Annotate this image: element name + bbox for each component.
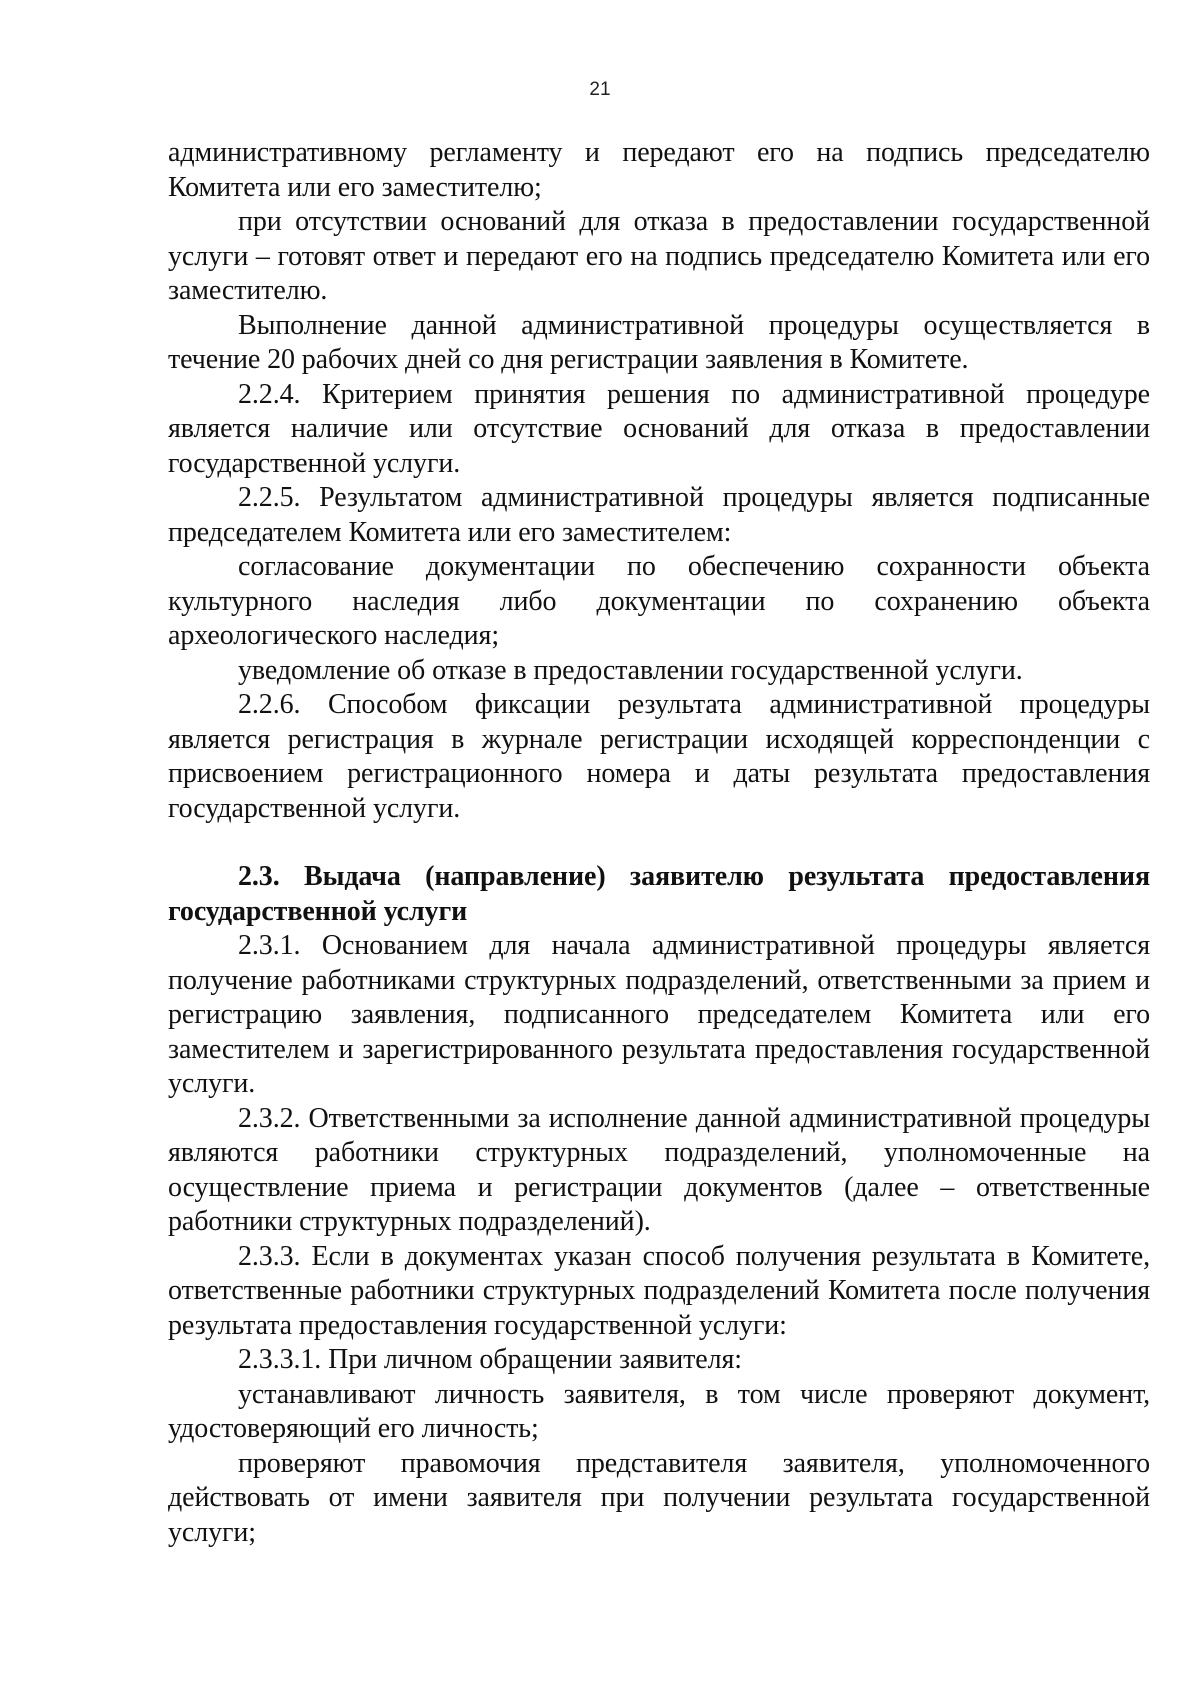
paragraph-2-3-3-1: 2.3.3.1. При личном обращении заявителя:: [238, 1344, 742, 1375]
document-body: [168, 136, 1150, 1550]
page-number: 21: [589, 79, 611, 100]
paragraph-2-2-5: 2.2.5. Результатом административной процедуры является подписанные председателем Комитета или его заместителем:: [168, 482, 1150, 548]
paragraph-2-3-3: 2.3.3. Если в документах указан способ получения результата в Комитете, ответственные работники структурных подразделений Комитета после получения результата предоставления государственной услуги:: [168, 1240, 1150, 1341]
paragraph-approval: согласование документации по обеспечению сохранности объекта культурного наследия либо документации по сохранению объекта археологического наследия;: [168, 551, 1150, 651]
paragraph-2-2-6: 2.2.6. Способом фиксации результата административной процедуры является регистрация в журнале регистрации исходящей корреспонденции с присвоением регистрационного номера и даты результата предоставления государственной услуги.: [168, 689, 1150, 824]
paragraph-identity-check: устанавливают личность заявителя, в том числе проверяют документ, удостоверяющий его личность;: [168, 1378, 1150, 1444]
section-heading-2-3: 2.3. Выдача (направление) заявителю результата предоставления государственной услуги: [168, 861, 1150, 927]
paragraph-representative-check: проверяют правомочия представителя заявителя, уполномоченного действовать от имени заявителя при получении результата государственной услуги;: [168, 1447, 1150, 1548]
paragraph-2-3-1: 2.3.1. Основанием для начала административной процедуры является получение работниками структурных подразделений, ответственными за прием и регистрацию заявления, подписанного председателем Комитета или его заместителем и зарегистрированного результата предоставления государственной услуги.: [168, 930, 1150, 1099]
paragraph-continuation: административному регламенту и передают его на подпись председателю Комитета или его заместителю;: [168, 137, 1150, 203]
paragraph-refusal-notice: уведомление об отказе в предоставлении государственной услуги.: [238, 654, 1023, 686]
paragraph-2-2-4: 2.2.4. Критерием принятия решения по административной процедуре является наличие или отсутствие оснований для отказа в предоставлении государственной услуги.: [168, 378, 1150, 479]
paragraph-2-3-2: 2.3.2. Ответственными за исполнение данной административной процедуры являются работники структурных подразделений, уполномоченные на осуществление приема и регистрации документов (далее – ответственные работники структурных подразделений).: [168, 1102, 1150, 1237]
paragraph-deadline: Выполнение данной административной процедуры осуществляется в течение 20 рабочих дней со дня регистрации заявления в Комитете.: [168, 309, 1150, 375]
paragraph-no-grounds: при отсутствии оснований для отказа в предоставлении государственной услуги – готовят ответ и передают его на подпись председателю Комитета или его заместителю.: [168, 206, 1150, 306]
